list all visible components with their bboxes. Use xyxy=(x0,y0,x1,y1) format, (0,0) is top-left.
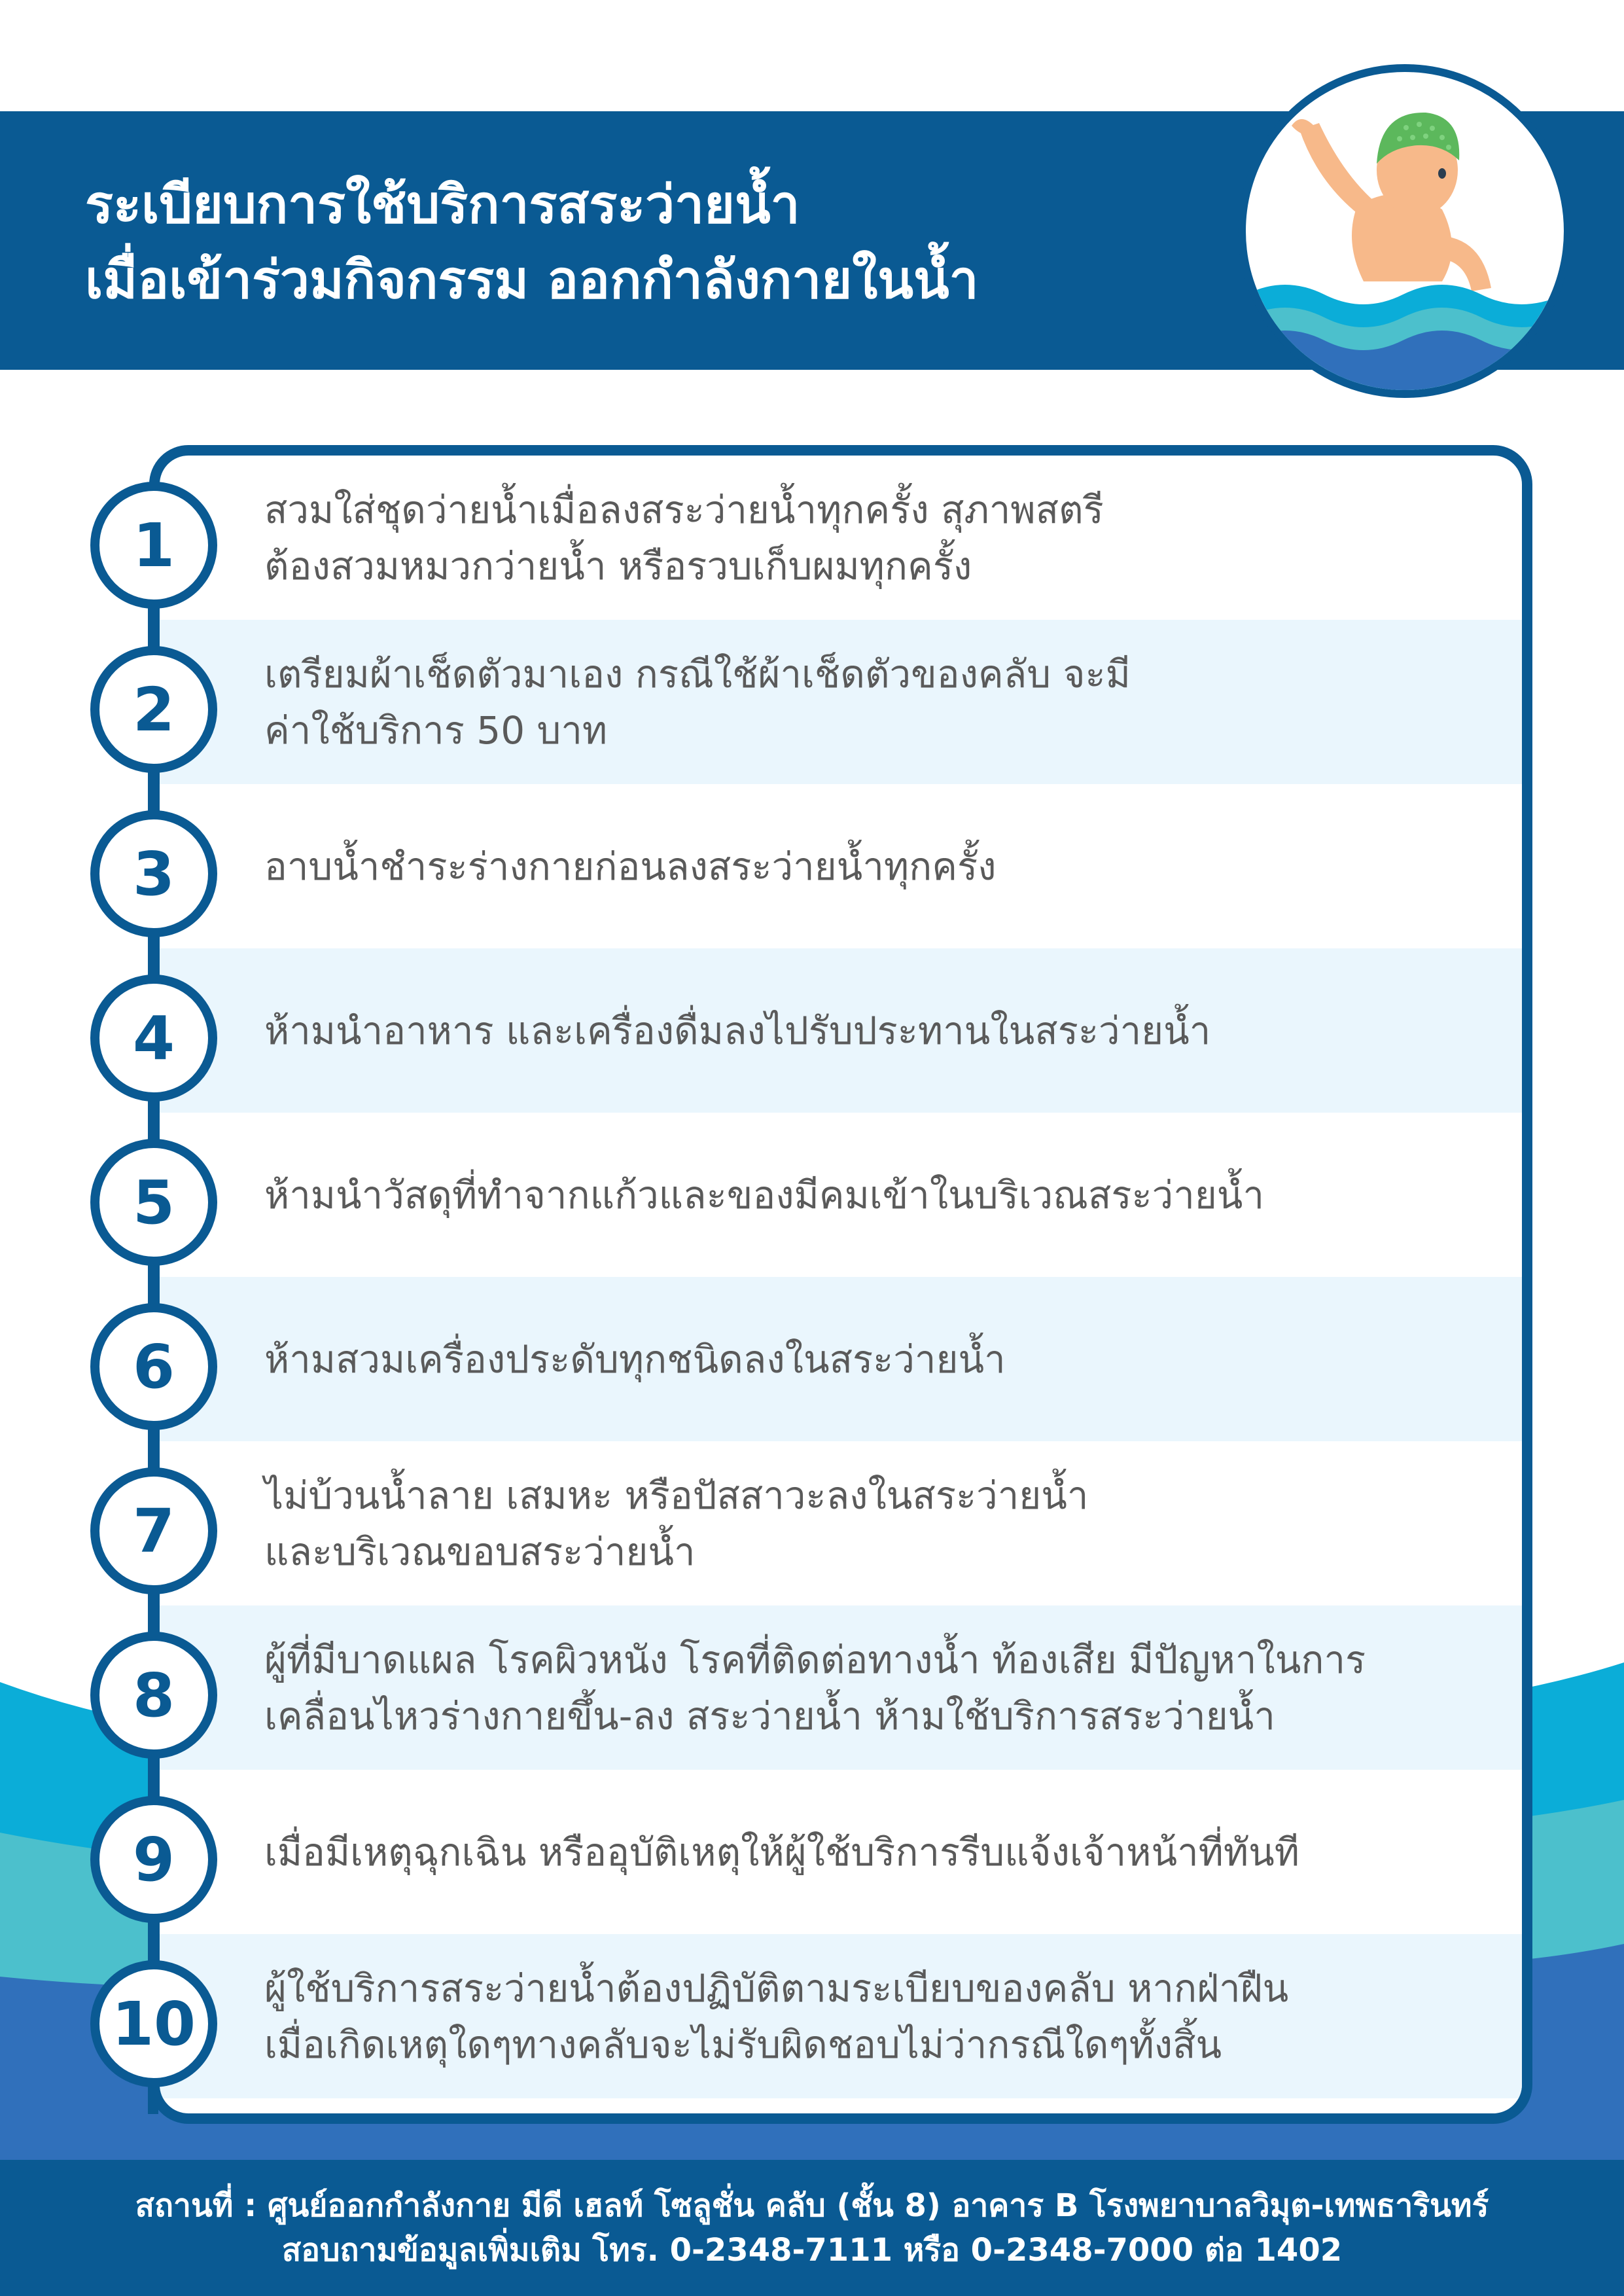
rule-line: อาบน้ำชำระร่างกายก่อนลงสระว่ายน้ำทุกครั้ง xyxy=(264,844,997,889)
rule-text xyxy=(264,784,1502,948)
rule-number-badge: 4 xyxy=(90,975,217,1102)
rule-row xyxy=(160,784,1522,948)
rule-line: และบริเวณขอบสระว่ายน้ำ xyxy=(264,1529,696,1574)
footer-contact: สอบถามข้อมูลเพิ่มเติม โทร. 0-2348-7111 หรือ 0-2348-7000 ต่อ 1402 xyxy=(281,2232,1343,2269)
rule-text xyxy=(264,456,1502,620)
rule-number-badge: 7 xyxy=(90,1467,217,1594)
title-line-1: ระเบียบการใช้บริการสระว่ายน้ำ xyxy=(85,174,800,235)
rule-number-badge: 10 xyxy=(90,1960,217,2087)
rule-text xyxy=(264,620,1502,784)
rule-line: ห้ามนำอาหาร และเครื่องดื่มลงไปรับประทานในสระว่ายน้ำ xyxy=(264,1008,1211,1053)
rule-line: ค่าใช้บริการ 50 บาท xyxy=(264,708,608,753)
rule-line: เมื่อมีเหตุฉุกเฉิน หรืออุบัติเหตุให้ผู้ใช้บริการรีบแจ้งเจ้าหน้าที่ทันที xyxy=(264,1829,1300,1874)
rule-row xyxy=(160,1934,1522,2098)
page-title xyxy=(85,167,1263,317)
rule-number-badge: 3 xyxy=(90,810,217,937)
swimmer-icon xyxy=(1238,64,1572,398)
rule-line: ต้องสวมหมวกว่ายน้ำ หรือรวบเก็บผมทุกครั้ง xyxy=(264,543,972,588)
rule-line: สวมใส่ชุดว่ายน้ำเมื่อลงสระว่ายน้ำทุกครั้ง สุภาพสตรี xyxy=(264,487,1104,532)
rule-text xyxy=(264,1113,1502,1277)
rule-line: ห้ามสวมเครื่องประดับทุกชนิดลงในสระว่ายน้ำ xyxy=(264,1336,1006,1382)
rule-line: ผู้ใช้บริการสระว่ายน้ำต้องปฏิบัติตามระเบียบของคลับ หากฝ่าฝืน xyxy=(264,1965,1289,2011)
title-line-2: เมื่อเข้าร่วมกิจกรรม ออกกำลังกายในน้ำ xyxy=(85,249,979,310)
rule-line: ผู้ที่มีบาดแผล โรคผิวหนัง โรคที่ติดต่อทางน้ำ ท้องเสีย มีปัญหาในการ xyxy=(264,1637,1366,1682)
rule-line: เมื่อเกิดเหตุใดๆทางคลับจะไม่รับผิดชอบไม่ว่ากรณีใดๆทั้งสิ้น xyxy=(264,2022,1222,2067)
rule-row xyxy=(160,1441,1522,1605)
footer xyxy=(0,2160,1624,2296)
rule-text xyxy=(264,1605,1502,1770)
rule-text xyxy=(264,1934,1502,2098)
rule-text xyxy=(264,1770,1502,1934)
rule-row xyxy=(160,1770,1522,1934)
rule-text xyxy=(264,1277,1502,1441)
footer-location: สถานที่ : ศูนย์ออกกำลังกาย มีดี เฮลท์ โซลูชั่น คลับ (ชั้น 8) อาคาร B โรงพยาบาลวิมุต-เทพธารินทร์ xyxy=(135,2187,1489,2224)
rule-row xyxy=(160,620,1522,784)
rule-text xyxy=(264,948,1502,1113)
rule-text xyxy=(264,1441,1502,1605)
rule-row xyxy=(160,1605,1522,1770)
rule-line: เคลื่อนไหวร่างกายขึ้น-ลง สระว่ายน้ำ ห้ามใช้บริการสระว่ายน้ำ xyxy=(264,1693,1275,1738)
rule-line: ห้ามนำวัสดุที่ทำจากแก้วและของมีคมเข้าในบริเวณสระว่ายน้ำ xyxy=(264,1172,1265,1217)
rule-row xyxy=(160,1113,1522,1277)
rule-number-badge: 9 xyxy=(90,1796,217,1923)
rule-row xyxy=(160,948,1522,1113)
rule-number-badge: 5 xyxy=(90,1139,217,1266)
rule-number-badge: 2 xyxy=(90,646,217,773)
rule-line: เตรียมผ้าเช็ดตัวมาเอง กรณีใช้ผ้าเช็ดตัวของคลับ จะมี xyxy=(264,651,1131,696)
rule-row xyxy=(160,456,1522,620)
rule-number-badge: 1 xyxy=(90,482,217,609)
rules-card xyxy=(149,445,1532,2124)
rule-line: ไม่บ้วนน้ำลาย เสมหะ หรือปัสสาวะลงในสระว่ายน้ำ xyxy=(264,1473,1089,1518)
rule-number-badge: 8 xyxy=(90,1632,217,1759)
rule-row xyxy=(160,1277,1522,1441)
rule-number-badge: 6 xyxy=(90,1303,217,1430)
